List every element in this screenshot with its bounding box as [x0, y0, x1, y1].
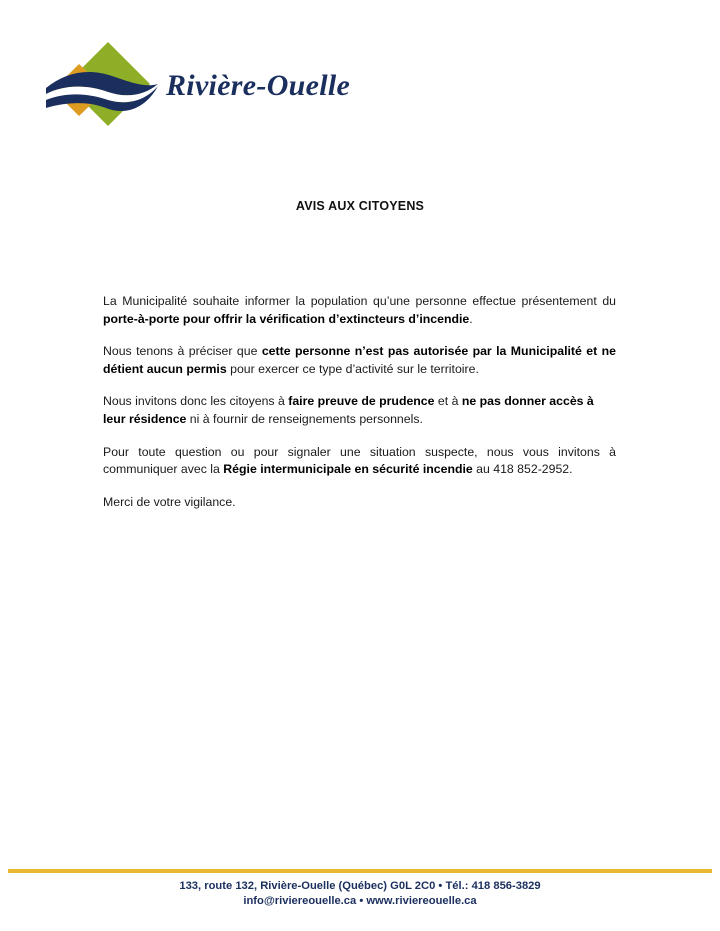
letterhead-header	[46, 38, 350, 132]
page-title: AVIS AUX CITOYENS	[295, 199, 425, 213]
paragraph-4: Pour toute question ou pour signaler une situation suspecte, nous vous invitons à communiquer avec la Régie intermunicipale en sécurité incendie au 418 852-2952.	[103, 444, 616, 477]
paragraph-3: Nous invitons donc les citoyens à faire preuve de prudence et à ne pas donner accès à leur résidence ni à fournir de renseignements personnels.	[103, 394, 594, 426]
footer-divider	[8, 869, 712, 873]
paragraph-2: Nous tenons à préciser que cette personne n’est pas autorisée par la Municipalité et ne détient aucun permis pour exercer ce type d’activité sur le territoire.	[103, 344, 616, 376]
paragraph-1: La Municipalité souhaite informer la population qu’une personne effectue présentement du porte-à-porte pour offrir la vérification d’extincteurs d’incendie.	[103, 294, 616, 326]
footer-contact-block	[0, 879, 720, 909]
wordmark-riviere-ouelle: Rivière-Ouelle	[166, 69, 351, 102]
paragraph-5: Merci de votre vigilance.	[103, 494, 236, 509]
footer-address-line: 133, route 132, Rivière-Ouelle (Québec) G0L 2C0 • Tél.: 418 856-3829	[179, 880, 541, 892]
rivire-ouelle-diamond-wave-logo-icon	[46, 38, 158, 132]
footer-web-line: info@riviereouelle.ca • www.riviereouelle.ca	[243, 895, 477, 907]
document-body	[103, 293, 616, 511]
